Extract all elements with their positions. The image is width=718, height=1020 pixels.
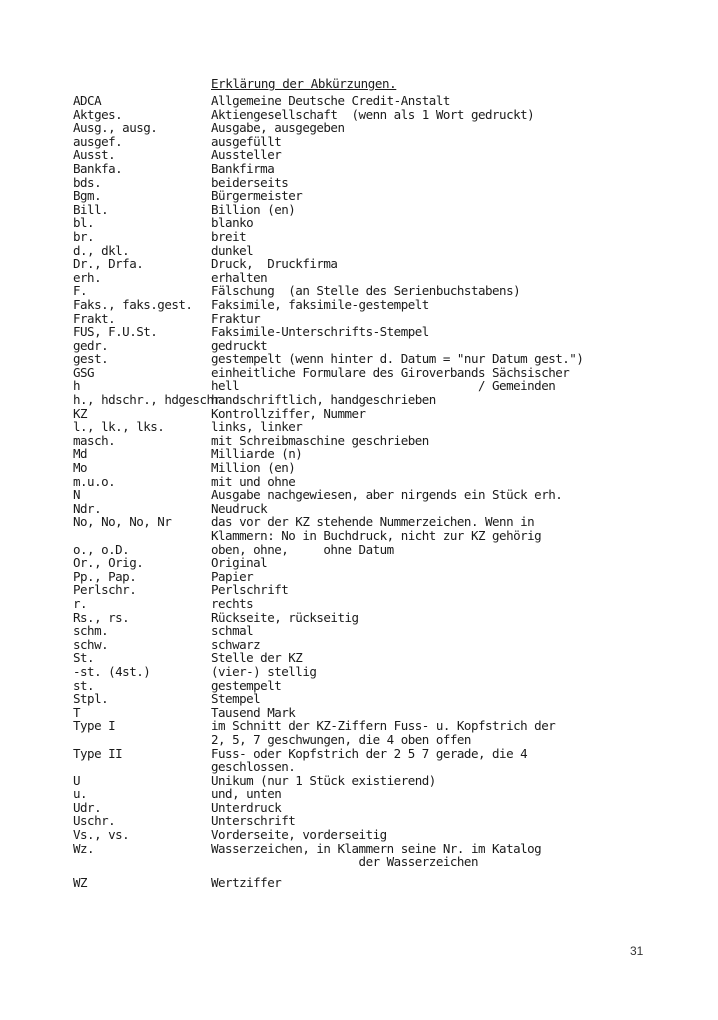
definition: das vor der KZ stehende Nummerzeichen. Wenn in [211,514,535,530]
abbreviation: Stpl. [73,691,109,707]
abbreviation: Uschr. [73,813,116,829]
abbreviation: Bankfa. [73,160,123,176]
definition-continued: 2, 5, 7 geschwungen, die 4 oben offen [211,731,471,747]
abbreviation: erh. [73,269,102,285]
abbreviation: Pp., Pap. [73,568,137,584]
list-item [0,876,718,890]
definition: Fälschung (an Stelle des Serienbuchstabens) [211,283,521,299]
list-item [0,706,718,720]
definition: blanko [211,215,254,231]
definition: schwarz [211,636,261,652]
list-item [0,434,718,448]
list-item [0,583,718,597]
abbreviation: U [73,772,81,788]
list-item [0,203,718,217]
abbreviation: Or., Orig. [73,555,144,571]
abbreviation: WZ [73,874,88,890]
definition: Kontrollziffer, Nummer [211,405,366,421]
definition: Papier [211,568,254,584]
definition: ausgefüllt [211,133,282,149]
abbreviation: ausgef. [73,133,123,149]
abbreviation: st. [73,677,95,693]
abbreviation: m.u.o. [73,473,116,489]
abbreviation: gedr. [73,337,109,353]
definition: Rückseite, rückseitig [211,609,359,625]
definition: Allgemeine Deutsche Credit-Anstalt [211,93,450,108]
list-item [0,366,718,380]
abbreviation: F. [73,283,88,299]
definition: rechts [211,595,254,611]
abbreviation: schm. [73,623,109,639]
abbreviation: l., lk., lks. [73,419,165,435]
definition: breit [211,228,247,244]
definition: dunkel [211,242,254,258]
abbreviation: h [73,378,81,394]
definition: Ausgabe, ausgegeben [211,120,345,136]
list-item [0,597,718,611]
definition: gestempelt [211,677,282,693]
list-item [0,312,718,326]
list-item [0,284,718,298]
definition: Million (en) [211,460,296,476]
definition: mit Schreibmaschine geschrieben [211,432,429,448]
list-item [0,339,718,353]
list-item [0,108,718,122]
page-number: 31 [630,944,644,958]
definition: Aussteller [211,147,282,163]
list-item [0,257,718,271]
abbreviation: u. [73,786,88,802]
list-item [0,162,718,176]
abbreviation: d., dkl. [73,242,130,258]
abbreviation: Perlschr. [73,582,137,598]
definition: Aktiengesellschaft (wenn als 1 Wort gedruckt) [211,106,535,122]
list-item [0,624,718,638]
list-item [0,692,718,706]
abbreviation: Faks., faks.gest. [73,296,193,312]
definition: beiderseits [211,174,289,190]
definition: handschriftlich, handgeschrieben [211,392,436,408]
abbreviation: Vs., vs. [73,827,130,843]
definition: Perlschrift [211,582,289,598]
abbreviation: h., hdschr., hdgeschr. [73,392,228,408]
definition: schmal [211,623,254,639]
list-item [0,515,718,542]
definition: Original [211,555,268,571]
definition: gedruckt [211,337,268,353]
definition: Neudruck [211,500,268,516]
definition: Wertziffer [211,874,282,890]
list-item [0,94,718,108]
definition: hell / Gemeinden [211,378,556,394]
abbreviation: Frakt. [73,310,116,326]
list-item [0,801,718,815]
definition: Druck, Druckfirma [211,256,338,272]
definition-continued: geschlossen. [211,759,296,775]
abbreviation: schw. [73,636,109,652]
definition: links, linker [211,419,303,435]
abbreviation: -st. (4st.) [73,663,151,679]
abbreviation: Ausg., ausg. [73,120,158,136]
list-item [0,189,718,203]
list-item [0,638,718,652]
abbreviation: Aktges. [73,106,123,122]
definition: Bankfirma [211,160,275,176]
abbreviation: Dr., Drfa. [73,256,144,272]
abbreviation: Md [73,446,88,462]
list-item [0,842,718,869]
list-item [0,787,718,801]
list-item [0,407,718,421]
list-item [0,271,718,285]
abbreviation: masch. [73,432,116,448]
abbreviation: bds. [73,174,102,190]
list-item [0,216,718,230]
abbreviation: Bill. [73,201,109,217]
list-item [0,828,718,842]
list-item [0,774,718,788]
list-item [0,814,718,828]
definition: Tausend Mark [211,704,296,720]
definition: Unikum (nur 1 Stück existierend) [211,772,436,788]
definition: Stempel [211,691,261,707]
abbreviation: o., o.D. [73,541,130,557]
definition: und, unten [211,786,282,802]
list-item [0,420,718,434]
abbreviation: FUS, F.U.St. [73,324,158,340]
list-item [0,679,718,693]
definition: Stelle der KZ [211,650,303,666]
abbreviation: No, No, No, Nr [73,514,172,530]
definition: einheitliche Formulare des Giroverbands Sächsischer [211,364,570,380]
definition: Wasserzeichen, in Klammern seine Nr. im Katalog [211,840,542,856]
list-item [0,543,718,557]
list-item [0,379,718,393]
list-item [0,651,718,665]
list-item [0,488,718,502]
abbreviation: Rs., rs. [73,609,130,625]
definition: gestempelt (wenn hinter d. Datum = "nur Datum gest.") [211,351,584,367]
abbreviation: Type I [73,718,116,734]
list-item [0,719,718,746]
definition: Billion (en) [211,201,296,217]
list-item [0,121,718,135]
list-item [0,352,718,366]
list-item [0,298,718,312]
definition: Fuss- oder Kopfstrich der 2 5 7 gerade, die 4 [211,745,528,761]
list-item [0,611,718,625]
abbreviation-list [0,94,718,889]
definition: Unterdruck [211,799,282,815]
abbreviation: gest. [73,351,109,367]
definition: Fraktur [211,310,261,326]
abbreviation: T [73,704,81,720]
abbreviation: Ndr. [73,500,102,516]
abbreviation: Mo [73,460,88,476]
definition: Unterschrift [211,813,296,829]
definition: erhalten [211,269,268,285]
abbreviation: GSG [73,364,95,380]
list-item [0,148,718,162]
page-title: Erklärung der Abkürzungen. [211,76,397,91]
list-item [0,325,718,339]
abbreviation: KZ [73,405,88,421]
abbreviation: St. [73,650,95,666]
abbreviation: ADCA [73,93,102,108]
definition: Vorderseite, vorderseitig [211,827,387,843]
abbreviation: Wz. [73,840,95,856]
abbreviation: Ausst. [73,147,116,163]
definition-continued: Klammern: No in Buchdruck, nicht zur KZ gehörig [211,528,542,543]
definition: Milliarde (n) [211,446,303,462]
list-item [0,665,718,679]
definition: Faksimile-Unterschrifts-Stempel [211,324,429,340]
definition: mit und ohne [211,473,296,489]
abbreviation: N [73,487,81,503]
abbreviation: Bgm. [73,188,102,204]
abbreviation: bl. [73,215,95,231]
list-item [0,502,718,516]
list-item [0,747,718,774]
list-item [0,570,718,584]
list-item [0,461,718,475]
definition: Faksimile, faksimile-gestempelt [211,296,429,312]
definition: (vier-) stellig [211,663,317,679]
list-item [0,230,718,244]
abbreviation: Type II [73,745,123,761]
definition: Ausgabe nachgewiesen, aber nirgends ein Stück erh. [211,487,563,503]
list-item [0,244,718,258]
definition: im Schnitt der KZ-Ziffern Fuss- u. Kopfstrich der [211,718,556,734]
abbreviation: Udr. [73,799,102,815]
list-item [0,475,718,489]
list-item [0,447,718,461]
definition: Bürgermeister [211,188,303,204]
abbreviation: r. [73,595,88,611]
list-item [0,176,718,190]
abbreviation: br. [73,228,95,244]
list-item [0,556,718,570]
list-item [0,393,718,407]
definition: oben, ohne, ohne Datum [211,541,394,557]
definition-continued: der Wasserzeichen [211,854,478,870]
list-item [0,135,718,149]
